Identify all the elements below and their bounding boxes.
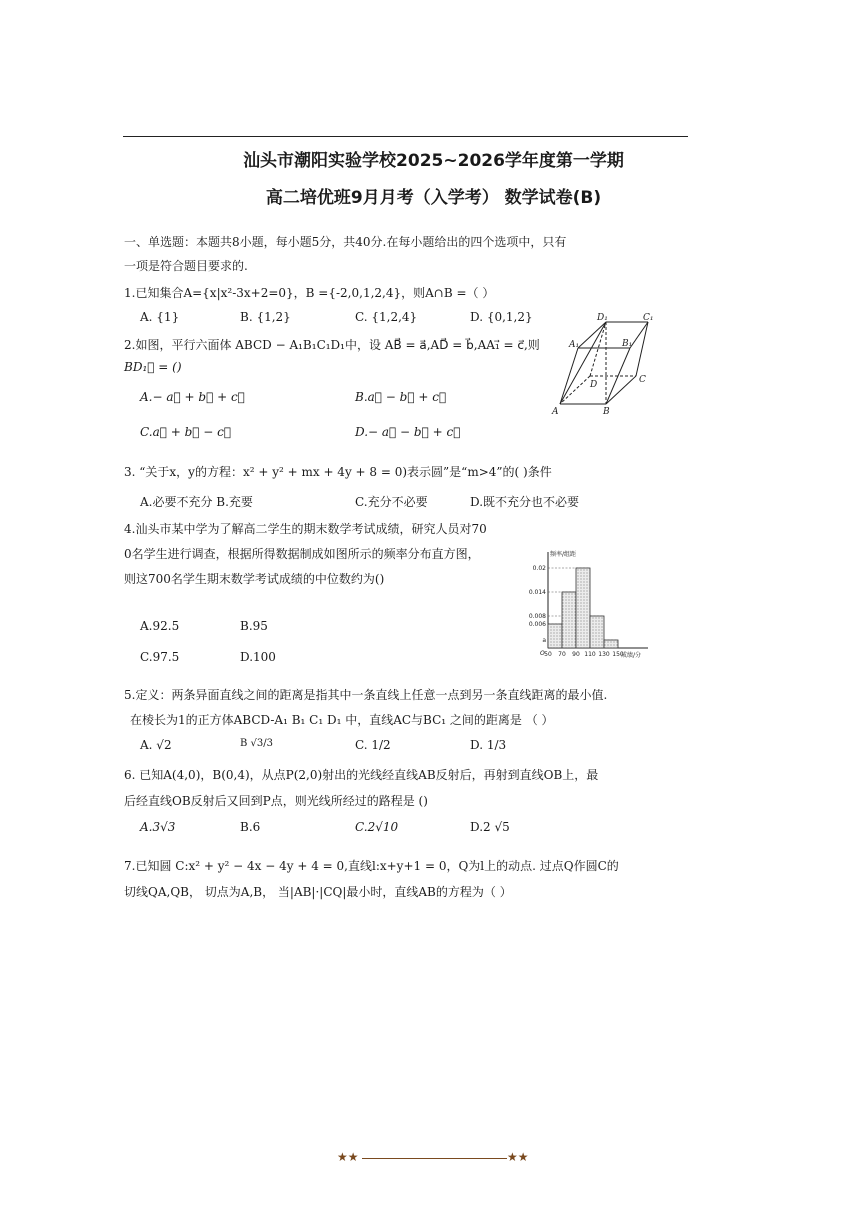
q4-stem-line3: 则这700名学生期末数学考试成绩的中位数约为() [124,572,385,586]
q6-option-c: C.2√10 [355,820,399,834]
q3-stem: 3. “关于x，y的方程：x² + y² + mx + 4y + 8 = 0)表示圆”是“m>4”的( )条件 [124,465,552,479]
header-rule [123,136,688,137]
q2-option-c: C.a⃗ + b⃗ − c⃗ [140,425,232,439]
y-tick-label: a [542,637,546,644]
q4-stem-line1: 4.汕头市某中学为了解高二学生的期末数学考试成绩，研究人员对70 [124,522,487,536]
vertex-label-b1: B₁ [622,339,633,349]
q5-option-b: B √3/3 [240,738,273,749]
q2-stem-line1: 2.如图，平行六面体 ABCD − A₁B₁C₁D₁中，设 AB⃗ = a⃗,AD⃗ = b⃗,AA₁⃗ = c⃗,则 [124,338,540,352]
vertex-label-c: C [639,375,646,385]
q5-stem-line1: 5.定义：两条异面直线之间的距离是指其中一条直线上任意一点到另一条直线距离的最小值. [124,688,608,702]
vertex-label-b: B [603,407,610,417]
exam-title-line1: 汕头市潮阳实验学校2025~2026学年度第一学期 [243,151,624,171]
q5-option-a: A. √2 [140,738,172,752]
y-tick-label: 0.014 [528,589,546,596]
q2-option-b: B.a⃗ − b⃗ + c⃗ [355,390,447,404]
q2-option-d: D.− a⃗ − b⃗ + c⃗ [355,425,461,439]
footer-divider [362,1158,507,1159]
q4-option-a: A.92.5 [140,619,180,633]
vertex-label-c1: C₁ [643,313,654,323]
q6-stem-line2: 后经直线OB反射后又回到P点，则光线所经过的路程是 () [124,794,428,808]
x-axis-label: 成绩/分 [621,652,642,659]
x-tick-label: 70 [558,651,566,658]
q5-option-d: D. 1/3 [470,738,507,752]
q4-option-d: D.100 [240,650,276,664]
q3-option-d: D.既不充分也不必要 [470,495,580,509]
q5-option-c: C. 1/2 [355,738,391,752]
x-tick-label: 90 [572,651,580,658]
q7-stem-line1: 7.已知圆 C:x² + y² − 4x − 4y + 4 = 0,直线l:x+y+1 = 0，Q为l上的动点. 过点Q作圆C的 [124,859,619,873]
y-tick-label: 0.02 [532,565,546,572]
y-axis-label: 频率/组距 [550,551,577,558]
q6-option-d: D.2 √5 [470,820,510,834]
q1-option-a: A. {1} [140,310,180,324]
x-tick-label: 110 [584,651,596,658]
q4-option-b: B.95 [240,619,268,633]
section-intro-line2: 一项是符合题目要求的. [124,259,248,273]
histogram-bar [562,592,576,648]
histogram-bar [590,616,604,648]
x-tick-label: 150 [612,651,624,658]
q1-option-c: C. {1,2,4} [355,310,418,324]
histogram-bar [604,640,618,648]
q6-option-a: A.3√3 [140,820,176,834]
q3-option-c: C.充分不必要 [355,495,428,509]
vertex-label-a: A [552,407,559,417]
q4-stem-line2: 0名学生进行调查，根据所得数据制成如图所示的频率分布直方图， [124,547,480,561]
y-tick-label: 0.006 [528,621,546,628]
vertex-label-d1: D₁ [597,313,608,323]
vertex-label-d: D [590,380,598,390]
origin-label: O [540,650,545,657]
y-tick-label: 0.008 [528,613,546,620]
histogram-bar [548,624,562,648]
x-tick-label: 50 [544,651,552,658]
q5-stem-line2: 在棱长为1的正方体ABCD-A₁ B₁ C₁ D₁ 中，直线AC与BC₁ 之间的距离是 （ ） [130,713,554,727]
q2-option-a: A.− a⃗ + b⃗ + c⃗ [140,390,245,404]
q4-option-c: C.97.5 [140,650,180,664]
q3-option-ab: A.必要不充分 B.充要 [140,495,253,509]
q6-stem-line1: 6. 已知A(4,0)，B(0,4)，从点P(2,0)射出的光线经直线AB反射后，再射到直线OB上，最 [124,768,599,782]
frequency-histogram [520,548,660,666]
histogram-bar [576,568,590,648]
q1-option-b: B. {1,2} [240,310,291,324]
exam-title-line2: 高二培优班9月月考（入学考） 数学试卷(B) [265,188,602,208]
vertex-label-a1: A₁ [569,340,580,350]
footer-stars-right: ★★ [507,1150,529,1164]
q1-stem: 1.已知集合A={x|x²-3x+2=0}，B ={-2,0,1,2,4}，则A∩B =（ ） [124,286,495,300]
q1-option-d: D. {0,1,2} [470,310,533,324]
x-tick-label: 130 [598,651,610,658]
section-intro-line1: 一、单选题：本题共8小题，每小题5分，共40分.在每小题给出的四个选项中，只有 [124,235,567,249]
q7-stem-line2: 切线QA,QB， 切点为A,B， 当|AB|·|CQ|最小时，直线AB的方程为（ ） [124,885,512,899]
footer-stars-left: ★★ [337,1150,359,1164]
q6-option-b: B.6 [240,820,261,834]
q2-stem-line2: BD₁⃗ = () [124,360,182,374]
parallelepiped-figure [548,308,660,418]
